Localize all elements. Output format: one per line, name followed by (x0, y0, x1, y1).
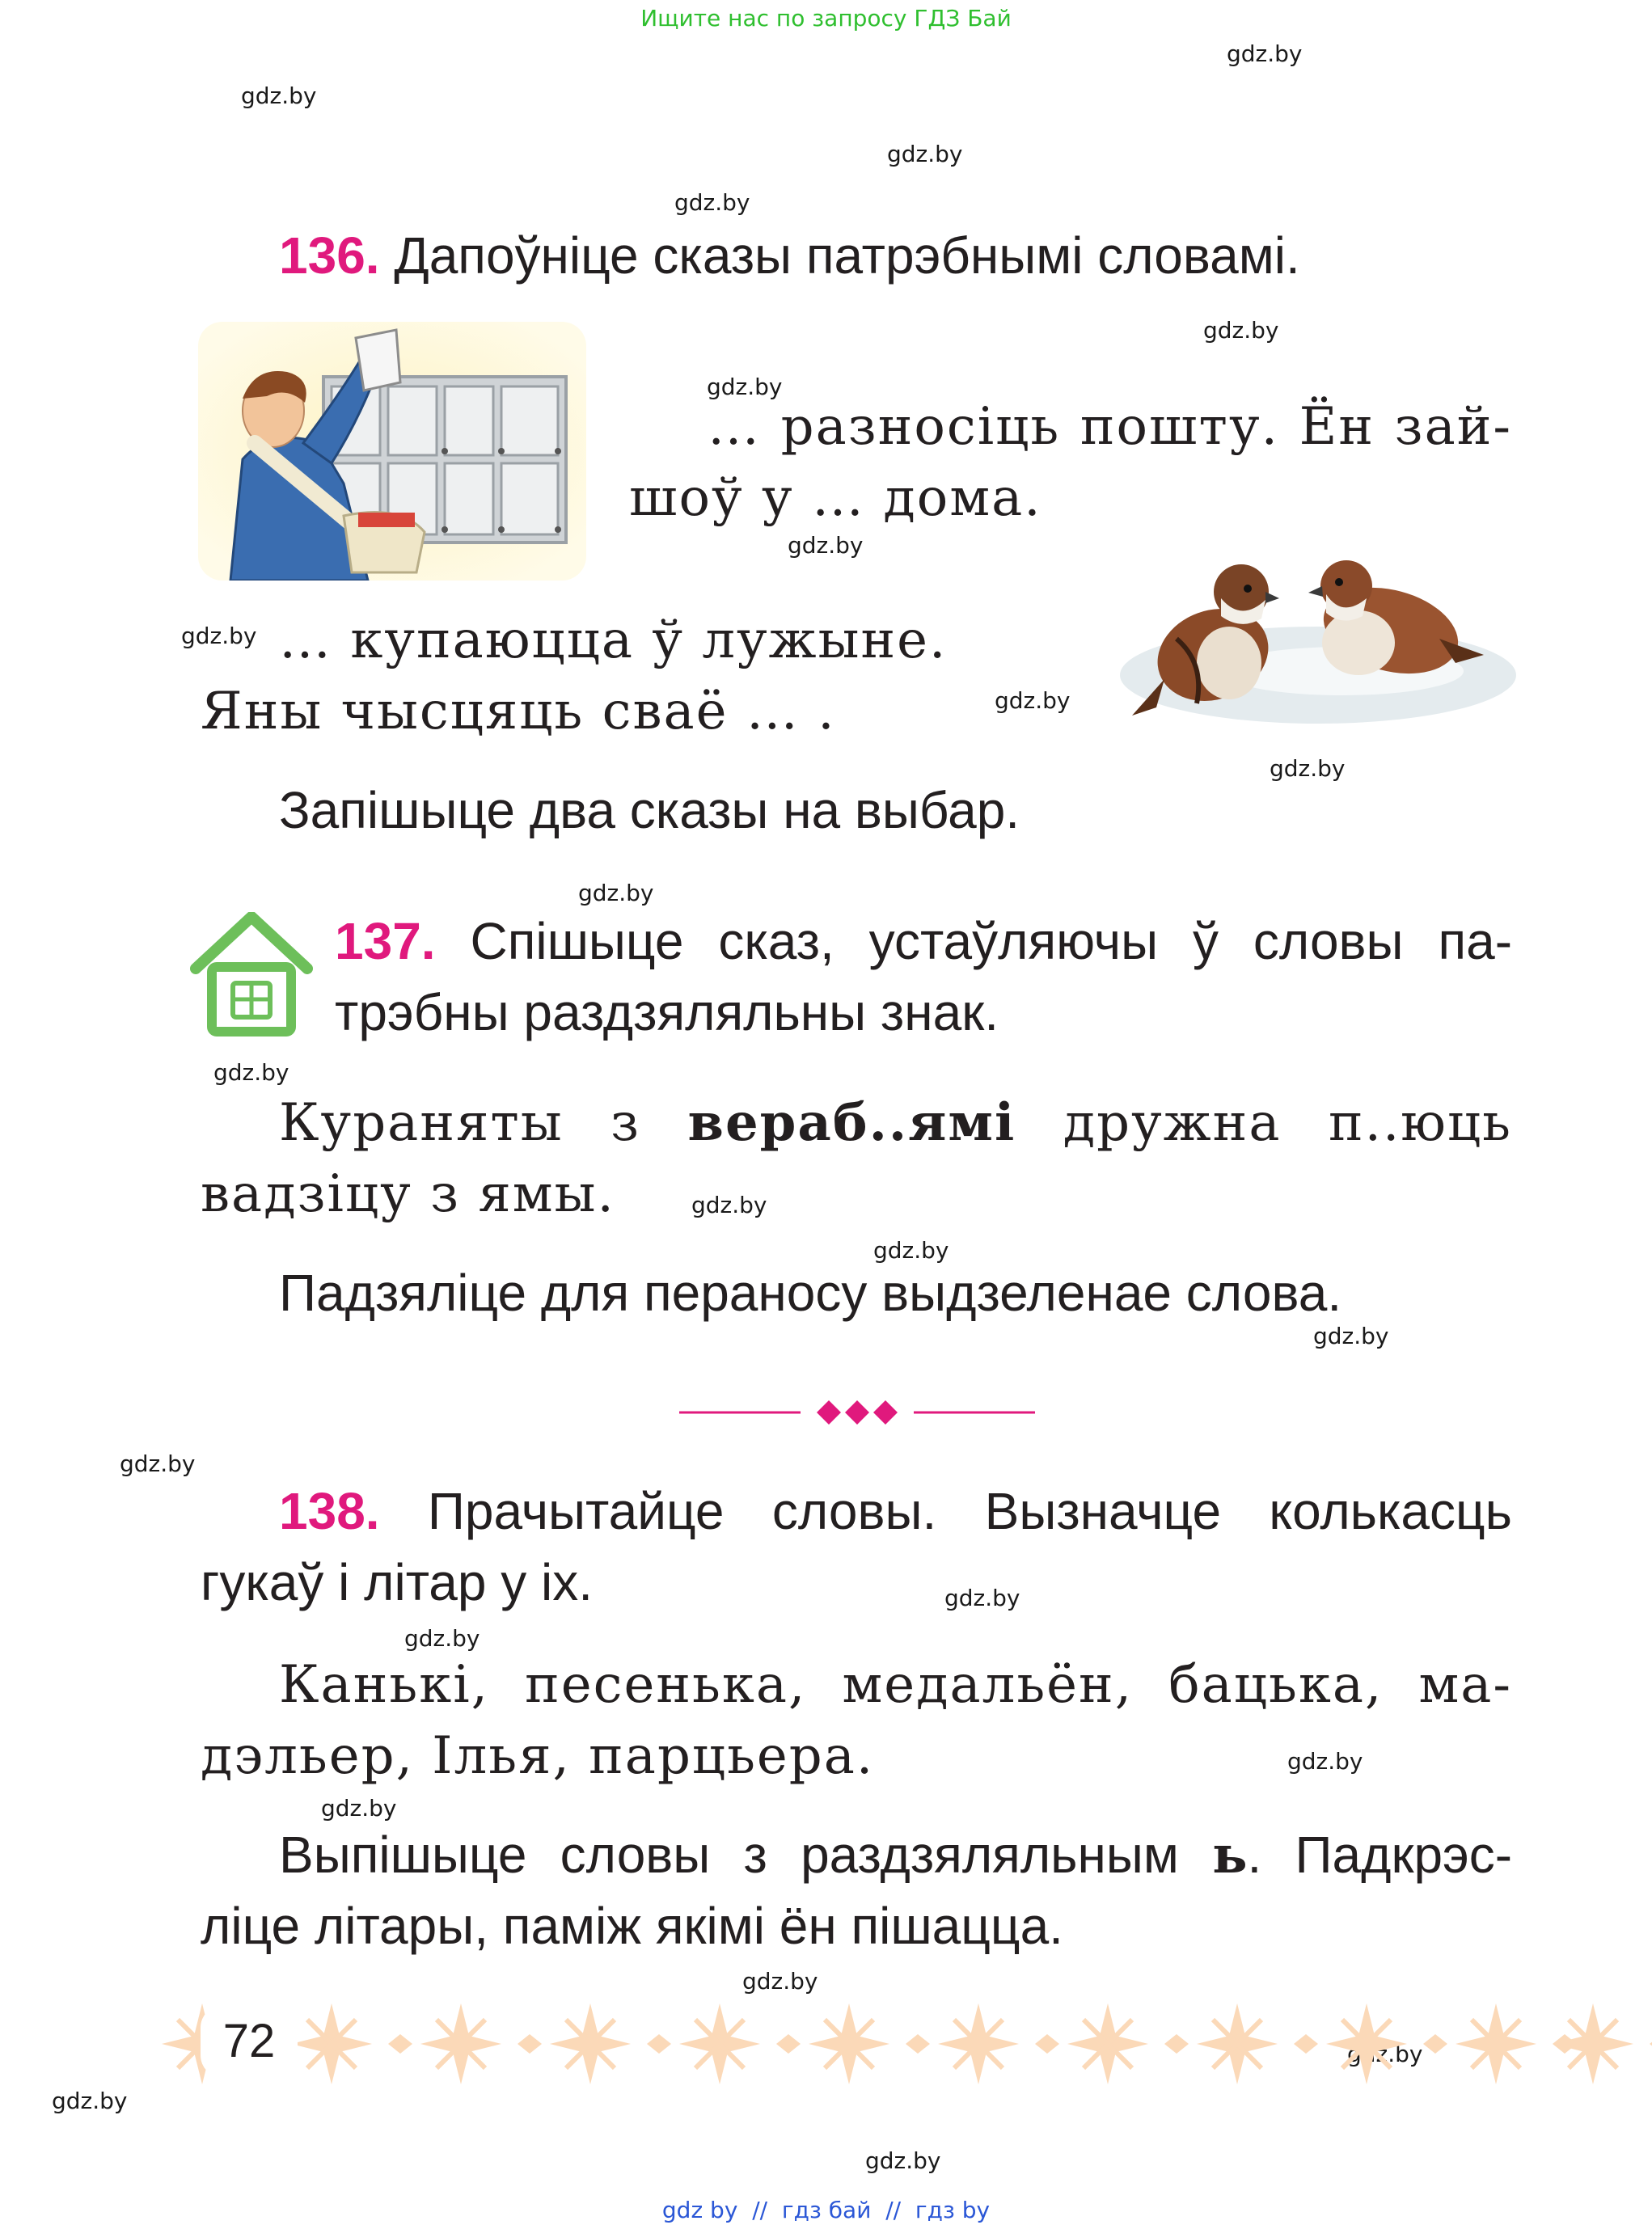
exercise-number: 136. (279, 226, 380, 285)
watermark: gdz.by (321, 1795, 397, 1822)
watermark: gdz.by (865, 2147, 941, 2174)
watermark: gdz.by (1270, 755, 1346, 782)
followup-part: Выпішыце словы з раздзяляльным (279, 1826, 1213, 1884)
ex137-sentence-line1 (279, 1087, 1512, 1159)
soft-sign-letter: ь (1212, 1825, 1248, 1885)
watermark: gdz.by (1313, 1323, 1389, 1349)
ex137-heading-line1 (335, 906, 1512, 977)
ex138-followup-line2: ліце літары, паміж якімі ён пішацца. (201, 1897, 1063, 1955)
watermark: gdz.by (944, 1585, 1020, 1611)
watermark: gdz.by (578, 880, 654, 906)
watermark: gdz.by (404, 1625, 480, 1652)
watermark: gdz.by (52, 2088, 128, 2114)
highlighted-word: вераб..ямі (687, 1092, 1016, 1153)
ex138-words-line1: Канькі, песенька, медальён, бацька, ма- (279, 1655, 1512, 1715)
exercise-number: 137. (335, 912, 436, 970)
sentence-part: дружна п..юць (1016, 1093, 1512, 1153)
link-gdz-by-alt[interactable]: гдз by (915, 2197, 991, 2223)
link-separator: // (752, 2197, 768, 2223)
ex138-followup-line1 (279, 1819, 1512, 1891)
watermark: gdz.by (181, 623, 257, 649)
watermark: gdz.by (1287, 1748, 1363, 1775)
watermark: gdz.by (1227, 40, 1303, 67)
top-note[interactable]: Ищите нас по запросу ГДЗ Бай (640, 5, 1012, 32)
postman-illustration (198, 322, 586, 581)
exercise-task-line1: Прачытайце словы. Вызначце колькасць (427, 1482, 1512, 1540)
ex137-sentence-line2: вадзіцу з ямы. (201, 1164, 615, 1224)
watermark: gdz.by (674, 189, 750, 216)
ex136-sentence2-line1: … купаюцца ў лужыне. (279, 610, 948, 670)
section-divider (679, 1392, 1035, 1433)
ex136-sentence2-line2: Яны чысцяць сваё … . (201, 682, 836, 741)
watermark: gdz.by (873, 1237, 949, 1264)
ex136-heading (279, 220, 1300, 291)
watermark: gdz.by (213, 1059, 289, 1086)
sentence-part: Кураняты з (279, 1093, 688, 1153)
house-icon (188, 912, 315, 1041)
ex138-heading-line1 (279, 1476, 1512, 1547)
watermark: gdz.by (887, 141, 963, 167)
watermark: gdz.by (995, 687, 1071, 714)
watermark: gdz.by (1347, 2041, 1423, 2067)
ornament-band (154, 1995, 1652, 2092)
link-gdz-bai[interactable]: гдз бай (781, 2197, 872, 2223)
ex137-followup: Падзяліце для пераносу выдзеленае слова. (279, 1264, 1342, 1322)
watermark: gdz.by (691, 1192, 767, 1218)
followup-part: . Падкрэс- (1247, 1826, 1513, 1884)
bottom-links (0, 2197, 1652, 2223)
exercise-task: Дапоўніце сказы патрэбнымі словамі. (394, 226, 1300, 285)
ex138-heading-line2: гукаў і літар у іх. (201, 1553, 594, 1611)
page-number: 72 (201, 2005, 298, 2078)
sparrows-illustration (1100, 542, 1520, 736)
ex136-sentence1-line2: шоў у … дома. (629, 468, 1042, 528)
ex138-words-line2: дэльер, Ілья, парцьера. (201, 1726, 875, 1786)
exercise-task-line1: Спішыце сказ, устаўляючы ў словы па- (470, 912, 1512, 970)
link-gdz-by[interactable]: gdz by (661, 2197, 738, 2223)
watermark: gdz.by (742, 1968, 818, 1995)
watermark: gdz.by (241, 82, 317, 109)
watermark: gdz.by (707, 374, 783, 400)
watermark: gdz.by (120, 1450, 196, 1477)
ex136-followup: Запішыце два сказы на выбар. (279, 781, 1020, 839)
ex137-heading-line2: трэбны раздзяляльны знак. (335, 983, 999, 1041)
exercise-number: 138. (279, 1482, 380, 1540)
watermark: gdz.by (788, 532, 864, 559)
watermark: gdz.by (1203, 317, 1279, 344)
ex136-sentence1-line1: … разносіць пошту. Ён зай- (708, 397, 1512, 457)
link-separator: // (885, 2197, 902, 2223)
